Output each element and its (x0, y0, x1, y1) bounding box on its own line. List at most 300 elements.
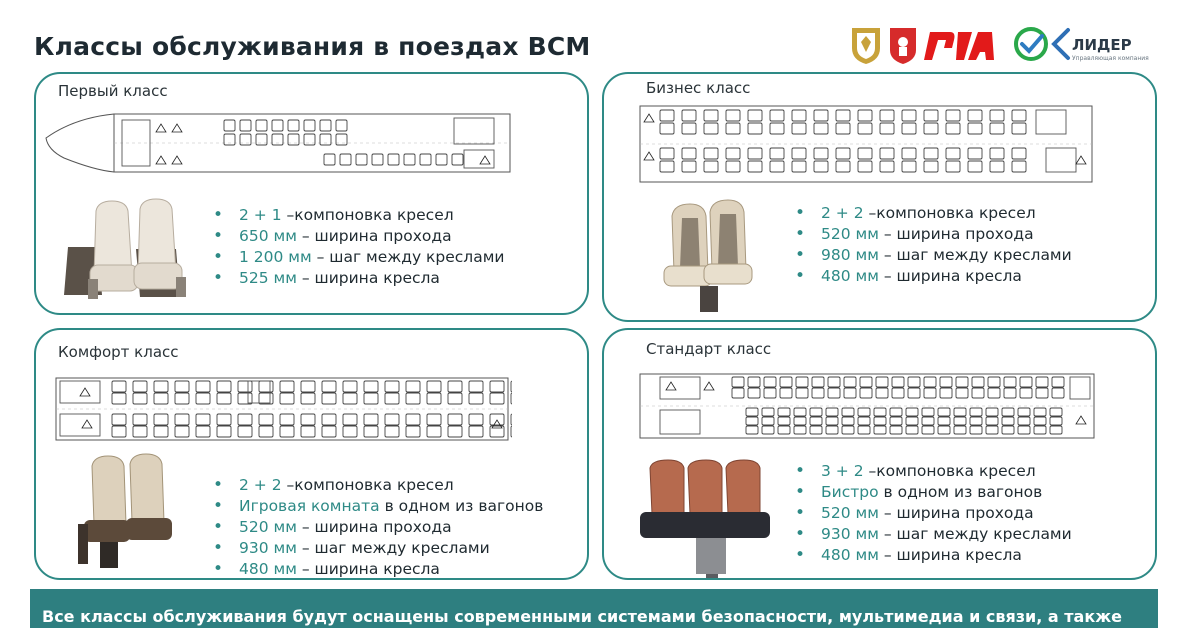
seat-mark (762, 417, 774, 425)
seat-mark (1034, 408, 1046, 416)
seat-mark (836, 161, 850, 172)
seat-mark (810, 408, 822, 416)
seat-mark (704, 148, 718, 159)
seat-mark (746, 426, 758, 434)
standard-class-specs (795, 461, 1072, 566)
seat-mark (902, 161, 916, 172)
seat-mark (469, 414, 483, 425)
seat-mark (770, 110, 784, 121)
seat-mark (746, 417, 758, 425)
seat-mark (436, 154, 447, 165)
seat-mark (427, 393, 441, 404)
seat-mark (259, 414, 273, 425)
seat-mark (1018, 408, 1030, 416)
seat-mark (660, 148, 674, 159)
seat-mark (828, 377, 840, 387)
seat-mark (304, 120, 315, 131)
seat-mark (336, 120, 347, 131)
comfort-class-seat-image (70, 452, 180, 574)
seat-mark (748, 148, 762, 159)
spec-item: • 930 мм – шаг между креслами (795, 524, 1072, 545)
seat-mark (196, 414, 210, 425)
seat-mark (946, 161, 960, 172)
seat-mark (324, 154, 335, 165)
seat-mark (448, 393, 462, 404)
seat-mark (986, 408, 998, 416)
seat-mark (970, 408, 982, 416)
spec-item: • 2 + 1 –компоновка кресел (213, 205, 504, 226)
seat-mark (764, 377, 776, 387)
seat-mark (388, 154, 399, 165)
seat-mark (874, 417, 886, 425)
seat-mark (778, 417, 790, 425)
seat-mark (322, 426, 336, 437)
seat-mark (770, 148, 784, 159)
seat-mark (385, 414, 399, 425)
comfort-class-seat-plan (52, 376, 512, 442)
spec-item: • 3 + 2 –компоновка кресел (795, 461, 1072, 482)
rzd-logo (924, 32, 994, 60)
seat-mark (427, 414, 441, 425)
seat-mark (427, 381, 441, 392)
spec-item: • 480 мм – ширина кресла (213, 559, 543, 580)
seat-mark (1034, 426, 1046, 434)
seat-mark (970, 417, 982, 425)
seat-mark (876, 377, 888, 387)
seat-mark (842, 426, 854, 434)
coat-of-arms-logo (852, 28, 880, 64)
seat-mark (490, 393, 504, 404)
seat-mark (196, 381, 210, 392)
seat-mark (968, 123, 982, 134)
spec-item: • 2 + 2 –компоновка кресел (213, 475, 543, 496)
seat-mark (780, 388, 792, 398)
seat-mark (112, 393, 126, 404)
seat-mark (1018, 417, 1030, 425)
seat-mark (343, 414, 357, 425)
seat-mark (792, 110, 806, 121)
seat-mark (796, 388, 808, 398)
comfort-class-title: Комфорт класс (58, 343, 179, 361)
spec-item: • 480 мм – ширина кресла (795, 545, 1072, 566)
seat-mark (682, 148, 696, 159)
seat-mark (792, 148, 806, 159)
seat-mark (322, 393, 336, 404)
seat-mark (364, 393, 378, 404)
seat-mark (238, 381, 252, 392)
seat-mark (956, 388, 968, 398)
spec-item: • 520 мм – ширина прохода (795, 224, 1072, 245)
seat-mark (224, 120, 235, 131)
seat-mark (469, 393, 483, 404)
seat-mark (892, 388, 904, 398)
seat-mark (836, 110, 850, 121)
seat-mark (946, 123, 960, 134)
seat-mark (880, 123, 894, 134)
seat-mark (762, 408, 774, 416)
seat-mark (404, 154, 415, 165)
seat-mark (1050, 417, 1062, 425)
seat-mark (826, 417, 838, 425)
seat-mark (240, 120, 251, 131)
seat-mark (874, 408, 886, 416)
spec-item: • 650 мм – ширина прохода (213, 226, 504, 247)
leader-logo (1054, 30, 1149, 62)
seat-mark (906, 408, 918, 416)
check-logo (1016, 29, 1046, 59)
seat-mark (748, 123, 762, 134)
seat-mark (902, 123, 916, 134)
seat-mark (874, 426, 886, 434)
seat-mark (240, 134, 251, 145)
seat-mark (880, 110, 894, 121)
seat-mark (826, 426, 838, 434)
seat-mark (938, 426, 950, 434)
seat-mark (828, 388, 840, 398)
seat-mark (770, 161, 784, 172)
seat-mark (343, 381, 357, 392)
seat-mark (924, 110, 938, 121)
seat-mark (154, 414, 168, 425)
seat-mark (794, 426, 806, 434)
seat-mark (860, 388, 872, 398)
seat-mark (972, 388, 984, 398)
seat-mark (924, 388, 936, 398)
standard-class-seat-plan (636, 372, 1098, 440)
seat-mark (880, 148, 894, 159)
seat-mark (1050, 426, 1062, 434)
seat-mark (1052, 377, 1064, 387)
seat-mark (112, 381, 126, 392)
seat-mark (280, 426, 294, 437)
seat-mark (892, 377, 904, 387)
seat-mark (385, 426, 399, 437)
seat-mark (778, 426, 790, 434)
seat-mark (988, 377, 1000, 387)
seat-mark (924, 123, 938, 134)
seat-mark (175, 414, 189, 425)
seat-mark (511, 426, 512, 437)
seat-mark (732, 377, 744, 387)
seat-mark (794, 417, 806, 425)
seat-mark (922, 408, 934, 416)
seat-mark (814, 123, 828, 134)
spec-item: • 520 мм – ширина прохода (795, 503, 1072, 524)
seat-mark (946, 110, 960, 121)
seat-mark (340, 154, 351, 165)
seat-mark (154, 381, 168, 392)
seat-mark (385, 393, 399, 404)
seat-mark (372, 154, 383, 165)
seat-mark (217, 426, 231, 437)
page-title: Классы обслуживания в поездах ВСМ (34, 32, 591, 61)
moscow-logo (890, 28, 916, 64)
seat-mark (660, 123, 674, 134)
spec-item: • 930 мм – шаг между креслами (213, 538, 543, 559)
seat-mark (682, 161, 696, 172)
seat-mark (1036, 377, 1048, 387)
seat-mark (224, 134, 235, 145)
seat-mark (511, 381, 512, 392)
seat-mark (1050, 408, 1062, 416)
leader-logo-subtext: Управляющая компания (1072, 55, 1149, 62)
first-class-title: Первый класс (58, 82, 168, 100)
seat-mark (748, 377, 760, 387)
seat-mark (1012, 123, 1026, 134)
seat-mark (924, 148, 938, 159)
seat-mark (256, 120, 267, 131)
seat-mark (858, 417, 870, 425)
seat-mark (938, 408, 950, 416)
seat-mark (968, 148, 982, 159)
seat-mark (954, 408, 966, 416)
seat-mark (280, 381, 294, 392)
seat-mark (968, 161, 982, 172)
seat-mark (814, 110, 828, 121)
seat-mark (320, 134, 331, 145)
seat-mark (1020, 377, 1032, 387)
seat-mark (812, 377, 824, 387)
seat-mark (133, 381, 147, 392)
seat-mark (902, 110, 916, 121)
seat-mark (732, 388, 744, 398)
seat-mark (990, 161, 1004, 172)
spec-item: • Бистро в одном из вагонов (795, 482, 1072, 503)
seat-mark (154, 426, 168, 437)
seat-mark (726, 110, 740, 121)
seat-mark (946, 148, 960, 159)
seat-mark (175, 381, 189, 392)
business-class-specs (795, 203, 1072, 287)
seat-mark (844, 388, 856, 398)
seat-mark (427, 426, 441, 437)
seat-mark (956, 377, 968, 387)
seat-mark (682, 110, 696, 121)
seat-mark (890, 426, 902, 434)
seat-mark (814, 148, 828, 159)
seat-mark (726, 148, 740, 159)
seat-mark (704, 110, 718, 121)
seat-mark (217, 381, 231, 392)
seat-mark (986, 426, 998, 434)
seat-mark (890, 408, 902, 416)
seat-mark (990, 123, 1004, 134)
seat-mark (301, 393, 315, 404)
seat-mark (196, 393, 210, 404)
seat-mark (826, 408, 838, 416)
seat-mark (406, 414, 420, 425)
standard-class-seat-image (636, 458, 776, 580)
seat-mark (954, 426, 966, 434)
seat-mark (301, 381, 315, 392)
seat-mark (810, 417, 822, 425)
seat-mark (954, 417, 966, 425)
seat-mark (812, 388, 824, 398)
seat-mark (814, 161, 828, 172)
seat-mark (792, 161, 806, 172)
business-class-seat-image (650, 198, 770, 316)
seat-mark (844, 377, 856, 387)
seat-mark (880, 161, 894, 172)
seat-mark (356, 154, 367, 165)
first-class-specs (213, 205, 504, 289)
seat-mark (858, 123, 872, 134)
seat-mark (343, 393, 357, 404)
seat-mark (704, 161, 718, 172)
seat-mark (1018, 426, 1030, 434)
seat-mark (1052, 388, 1064, 398)
seat-mark (858, 110, 872, 121)
seat-mark (1034, 417, 1046, 425)
seat-mark (238, 414, 252, 425)
first-class-seat-image (52, 195, 192, 305)
seat-mark (704, 123, 718, 134)
seat-mark (764, 388, 776, 398)
business-class-title: Бизнес класс (646, 79, 751, 97)
business-class-seat-plan (636, 104, 1096, 184)
seat-mark (836, 123, 850, 134)
seat-mark (406, 426, 420, 437)
seat-mark (217, 414, 231, 425)
seat-mark (448, 381, 462, 392)
seat-mark (175, 393, 189, 404)
seat-mark (1002, 408, 1014, 416)
seat-mark (796, 377, 808, 387)
seat-mark (322, 381, 336, 392)
seat-mark (304, 134, 315, 145)
seat-mark (924, 161, 938, 172)
seat-mark (1012, 110, 1026, 121)
seat-mark (1004, 377, 1016, 387)
seat-mark (301, 426, 315, 437)
seat-mark (902, 148, 916, 159)
seat-mark (1020, 388, 1032, 398)
seat-mark (336, 134, 347, 145)
seat-mark (511, 414, 512, 425)
seat-mark (792, 123, 806, 134)
seat-mark (280, 414, 294, 425)
seat-mark (452, 154, 463, 165)
seat-mark (364, 426, 378, 437)
seat-mark (990, 148, 1004, 159)
seat-mark (908, 388, 920, 398)
spec-item: • 525 мм – ширина кресла (213, 268, 504, 289)
seat-mark (112, 426, 126, 437)
seat-mark (794, 408, 806, 416)
seat-mark (469, 426, 483, 437)
seat-mark (908, 377, 920, 387)
seat-mark (860, 377, 872, 387)
partner-logos (846, 22, 1186, 66)
seat-mark (320, 120, 331, 131)
seat-mark (890, 417, 902, 425)
first-class-seat-plan (44, 112, 514, 174)
seat-mark (364, 414, 378, 425)
seat-mark (1012, 148, 1026, 159)
seat-mark (780, 377, 792, 387)
seat-mark (906, 426, 918, 434)
seat-mark (448, 426, 462, 437)
seat-mark (746, 408, 758, 416)
seat-mark (748, 161, 762, 172)
seat-mark (988, 388, 1000, 398)
seat-mark (259, 381, 273, 392)
spec-item: • 1 200 мм – шаг между креслами (213, 247, 504, 268)
seat-mark (420, 154, 431, 165)
seat-mark (256, 134, 267, 145)
seat-mark (196, 426, 210, 437)
spec-item: • 980 мм – шаг между креслами (795, 245, 1072, 266)
footer-banner (30, 589, 1158, 628)
seat-mark (322, 414, 336, 425)
seat-mark (272, 134, 283, 145)
seat-mark (364, 381, 378, 392)
standard-class-title: Стандарт класс (646, 340, 772, 358)
seat-mark (682, 123, 696, 134)
seat-mark (175, 426, 189, 437)
seat-mark (288, 120, 299, 131)
seat-mark (770, 123, 784, 134)
seat-mark (922, 426, 934, 434)
seat-mark (301, 414, 315, 425)
seat-mark (940, 388, 952, 398)
seat-mark (986, 417, 998, 425)
seat-mark (154, 393, 168, 404)
seat-mark (1002, 417, 1014, 425)
seat-mark (1012, 161, 1026, 172)
seat-mark (238, 426, 252, 437)
seat-mark (970, 426, 982, 434)
seat-mark (842, 408, 854, 416)
seat-mark (836, 148, 850, 159)
leader-logo-text: ЛИДЕР (1072, 36, 1132, 54)
seat-mark (448, 414, 462, 425)
seat-mark (490, 381, 504, 392)
seat-mark (112, 414, 126, 425)
seat-mark (842, 417, 854, 425)
seat-mark (726, 161, 740, 172)
seat-mark (217, 393, 231, 404)
seat-mark (972, 377, 984, 387)
seat-mark (990, 110, 1004, 121)
seat-mark (762, 426, 774, 434)
seat-mark (259, 393, 273, 404)
spec-item: • 480 мм – ширина кресла (795, 266, 1072, 287)
comfort-class-specs (213, 475, 543, 580)
seat-mark (1002, 426, 1014, 434)
seat-mark (858, 148, 872, 159)
seat-mark (876, 388, 888, 398)
seat-mark (133, 426, 147, 437)
seat-mark (938, 417, 950, 425)
seat-mark (385, 381, 399, 392)
seat-mark (406, 381, 420, 392)
seat-mark (469, 381, 483, 392)
seat-mark (906, 417, 918, 425)
seat-mark (748, 110, 762, 121)
seat-mark (343, 426, 357, 437)
seat-mark (1004, 388, 1016, 398)
spec-item: • 520 мм – ширина прохода (213, 517, 543, 538)
spec-item: • 2 + 2 –компоновка кресел (795, 203, 1072, 224)
seat-mark (940, 377, 952, 387)
seat-mark (238, 393, 252, 404)
seat-mark (660, 110, 674, 121)
seat-mark (778, 408, 790, 416)
seat-mark (406, 393, 420, 404)
seat-mark (288, 134, 299, 145)
seat-mark (810, 426, 822, 434)
